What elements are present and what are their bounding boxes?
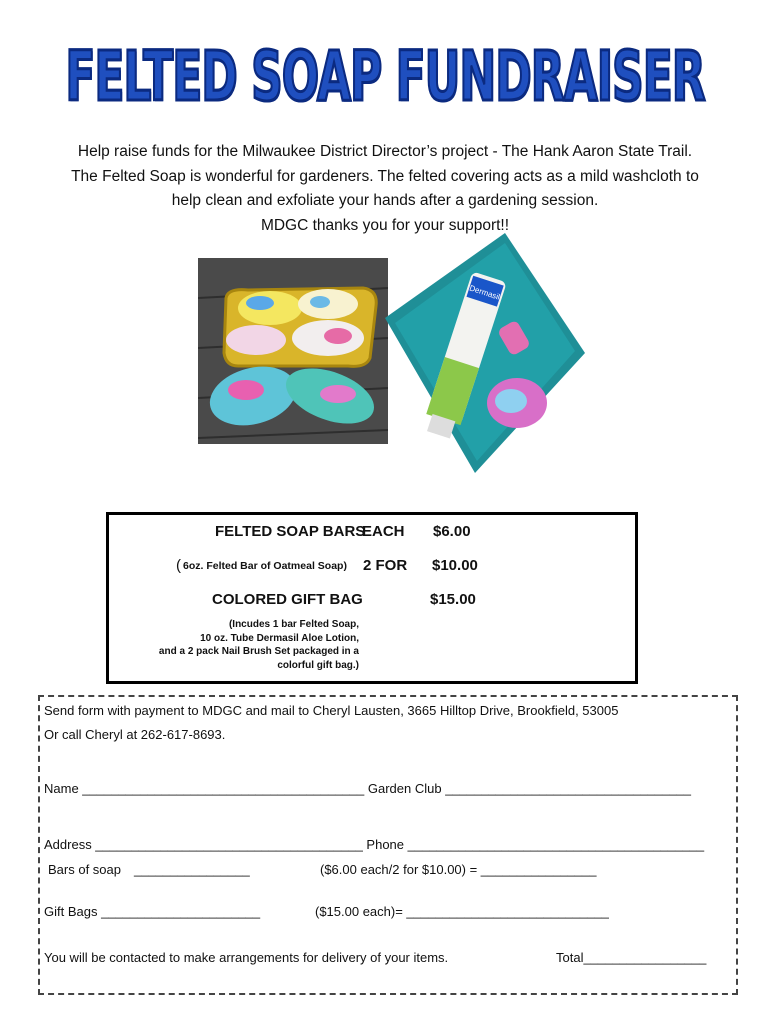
price-two: $10.00 (432, 557, 478, 574)
name-garden-club-field[interactable]: Name _______________________________________ Garden Club __________________________________ (44, 781, 692, 796)
gift-bag-desc-line: and a 2 pack Nail Brush Set packaged in a (158, 646, 359, 657)
price-gift-bag: $15.00 (430, 591, 476, 608)
gift-bag-desc-line: colorful gift bag.) (277, 659, 359, 671)
gift-bag-photo (385, 233, 585, 473)
gift-bag-desc-line: 10 oz. Tube Dermasil Aloe Lotion, (200, 632, 359, 644)
order-form (38, 695, 738, 995)
colored-gift-bag-label: COLORED GIFT BAG (212, 591, 363, 608)
call-instructions: Or call Cheryl at 262-617-8693. (44, 727, 226, 742)
bars-amount-field[interactable]: ($6.00 each/2 for $10.00) = ________________ (320, 862, 597, 877)
intro-line-3: help clean and exfoliate your hands after a gardening session. (171, 192, 599, 209)
gift-bags-field[interactable]: Gift Bags ______________________ (44, 904, 261, 919)
soap-desc-paren: ( (176, 557, 181, 574)
intro-text (40, 140, 730, 238)
total-field[interactable]: Total_________________ (556, 950, 707, 965)
price-box (106, 512, 638, 684)
mail-instructions: Send form with payment to MDGC and mail to Cheryl Lausten, 3665 Hilltop Drive, Brookfield, 53005 (44, 703, 619, 718)
bars-of-soap-label: Bars of soap (48, 862, 121, 877)
intro-line-1: Help raise funds for the Milwaukee District Director’s project - The Hank Aaron State Trail. (77, 143, 693, 160)
gift-bag-desc (129, 618, 359, 672)
soap-tray-photo (198, 258, 388, 444)
lotion-label: Dermasil (468, 283, 502, 302)
address-phone-field[interactable]: Address _____________________________________ Phone _________________________________________ (44, 837, 705, 852)
two-for-label: 2 FOR (363, 557, 408, 574)
contact-note: You will be contacted to make arrangements for delivery of your items. (44, 950, 449, 965)
felted-soap-bars-label: FELTED SOAP BARS (215, 523, 366, 540)
page-title: FELTED SOAP FUNDRAISER (65, 38, 705, 118)
intro-line-2: The Felted Soap is wonderful for gardeners. The felted covering acts as a mild washcloth to (71, 167, 699, 185)
soap-desc: 6oz. Felted Bar of Oatmeal Soap) (183, 560, 347, 572)
bars-of-soap-field[interactable]: ________________ (134, 862, 250, 877)
gift-bags-amount-field[interactable]: ($15.00 each)= ____________________________ (315, 904, 609, 919)
price-each: $6.00 (433, 523, 471, 540)
gift-bag-desc-line: (Incudes 1 bar Felted Soap, (228, 619, 359, 630)
each-label: EACH (362, 523, 405, 540)
intro-line-4: MDGC thanks you for your support!! (260, 216, 510, 234)
